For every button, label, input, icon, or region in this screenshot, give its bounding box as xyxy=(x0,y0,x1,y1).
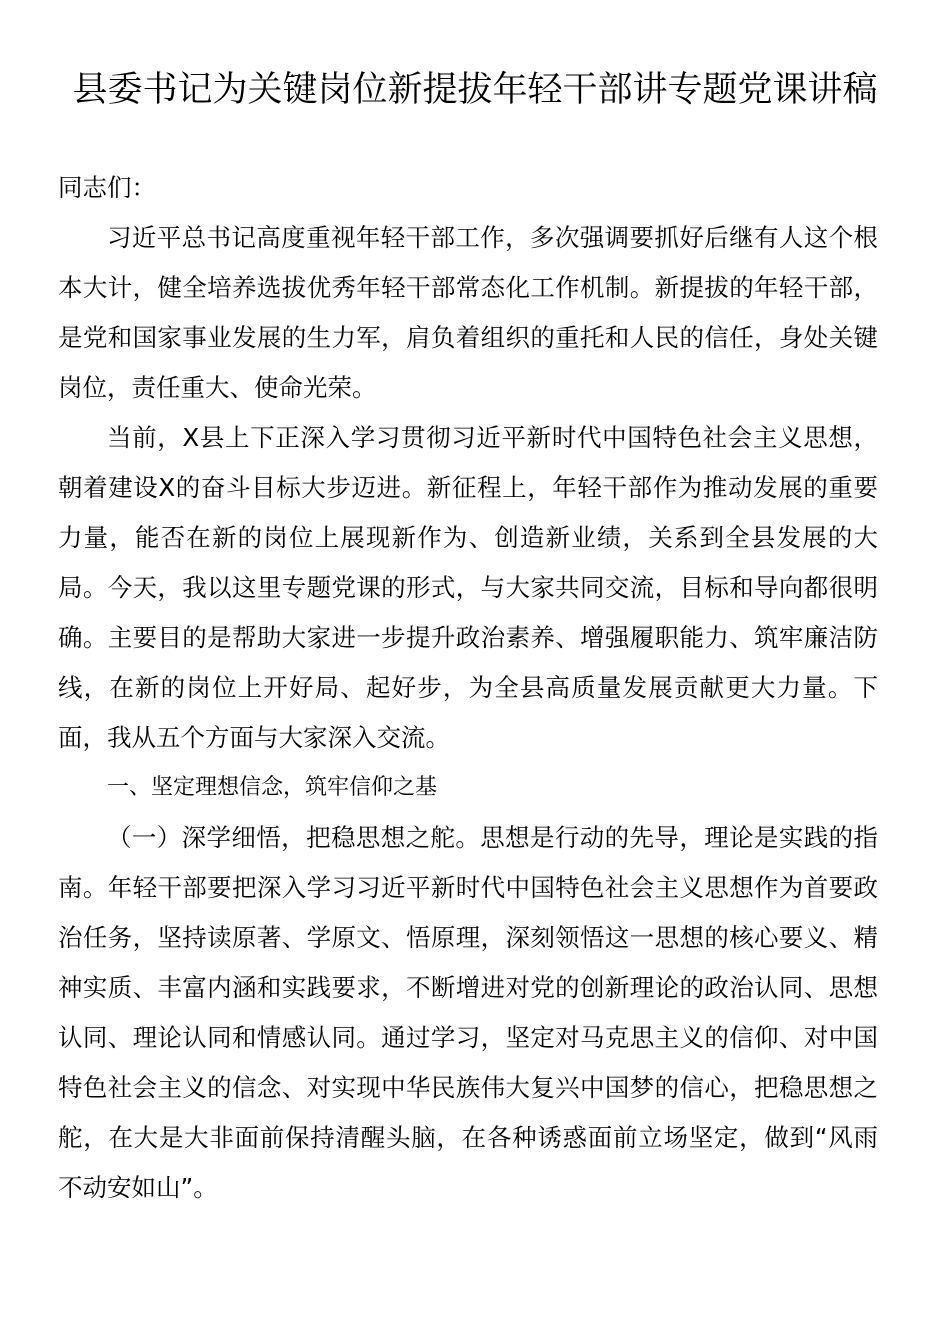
section-heading: 一、坚定理想信念，筑牢信仰之基 xyxy=(107,775,438,800)
paragraph-context: 当前，X县上下正深入学习贯彻习近平新时代中国特色社会主义思想，朝着建设X的奋斗目标大步迈进。新征程上，年轻干部作为推动发展的重要力量，能否在新的岗位上展现新作为、创造新业绩，关系到全县发展的大局。今天，我以这里专题党课的形式，与大家共同交流，目标和导向都很明确。主要目的是帮助大家进一步提升政治素养、增强履职能力、筑牢廉洁防线，在新的岗位上开好局、起好步，为全县高质量发展贡献更大力量。下面，我从五个方面与大家深入交流。 xyxy=(58,423,878,752)
paragraph-intro: 习近平总书记高度重视年轻干部工作，多次强调要抓好后继有人这个根本大计，健全培养选拔优秀年轻干部常态化工作机制。新提拔的年轻干部，是党和国家事业发展的生力军，肩负着组织的重托和人民的信任，身处关键岗位，责任重大、使命光荣。 xyxy=(58,223,878,402)
subsection-paragraph: （一）深学细悟，把稳思想之舵。思想是行动的先导，理论是实践的指南。年轻干部要把深入学习习近平新时代中国特色社会主义思想作为首要政治任务，坚持读原著、学原文、悟原理，深刻领悟这一思想的核心要义、精神实质、丰富内涵和实践要求，不断增进对党的创新理论的政治认同、思想认同、理论认同和情感认同。通过学习，坚定对马克思主义的信仰、对中国特色社会主义的信念、对实现中华民族伟大复兴中国梦的信心，把稳思想之舵，在大是大非面前保持清醒头脑，在各种诱惑面前立场坚定，做到“风雨不动安如山”。 xyxy=(58,823,878,1202)
document-title: 县委书记为关键岗位新提拔年轻干部讲专题党课讲稿 xyxy=(72,70,878,110)
document-body xyxy=(58,163,878,1213)
salutation: 同志们： xyxy=(58,173,156,202)
